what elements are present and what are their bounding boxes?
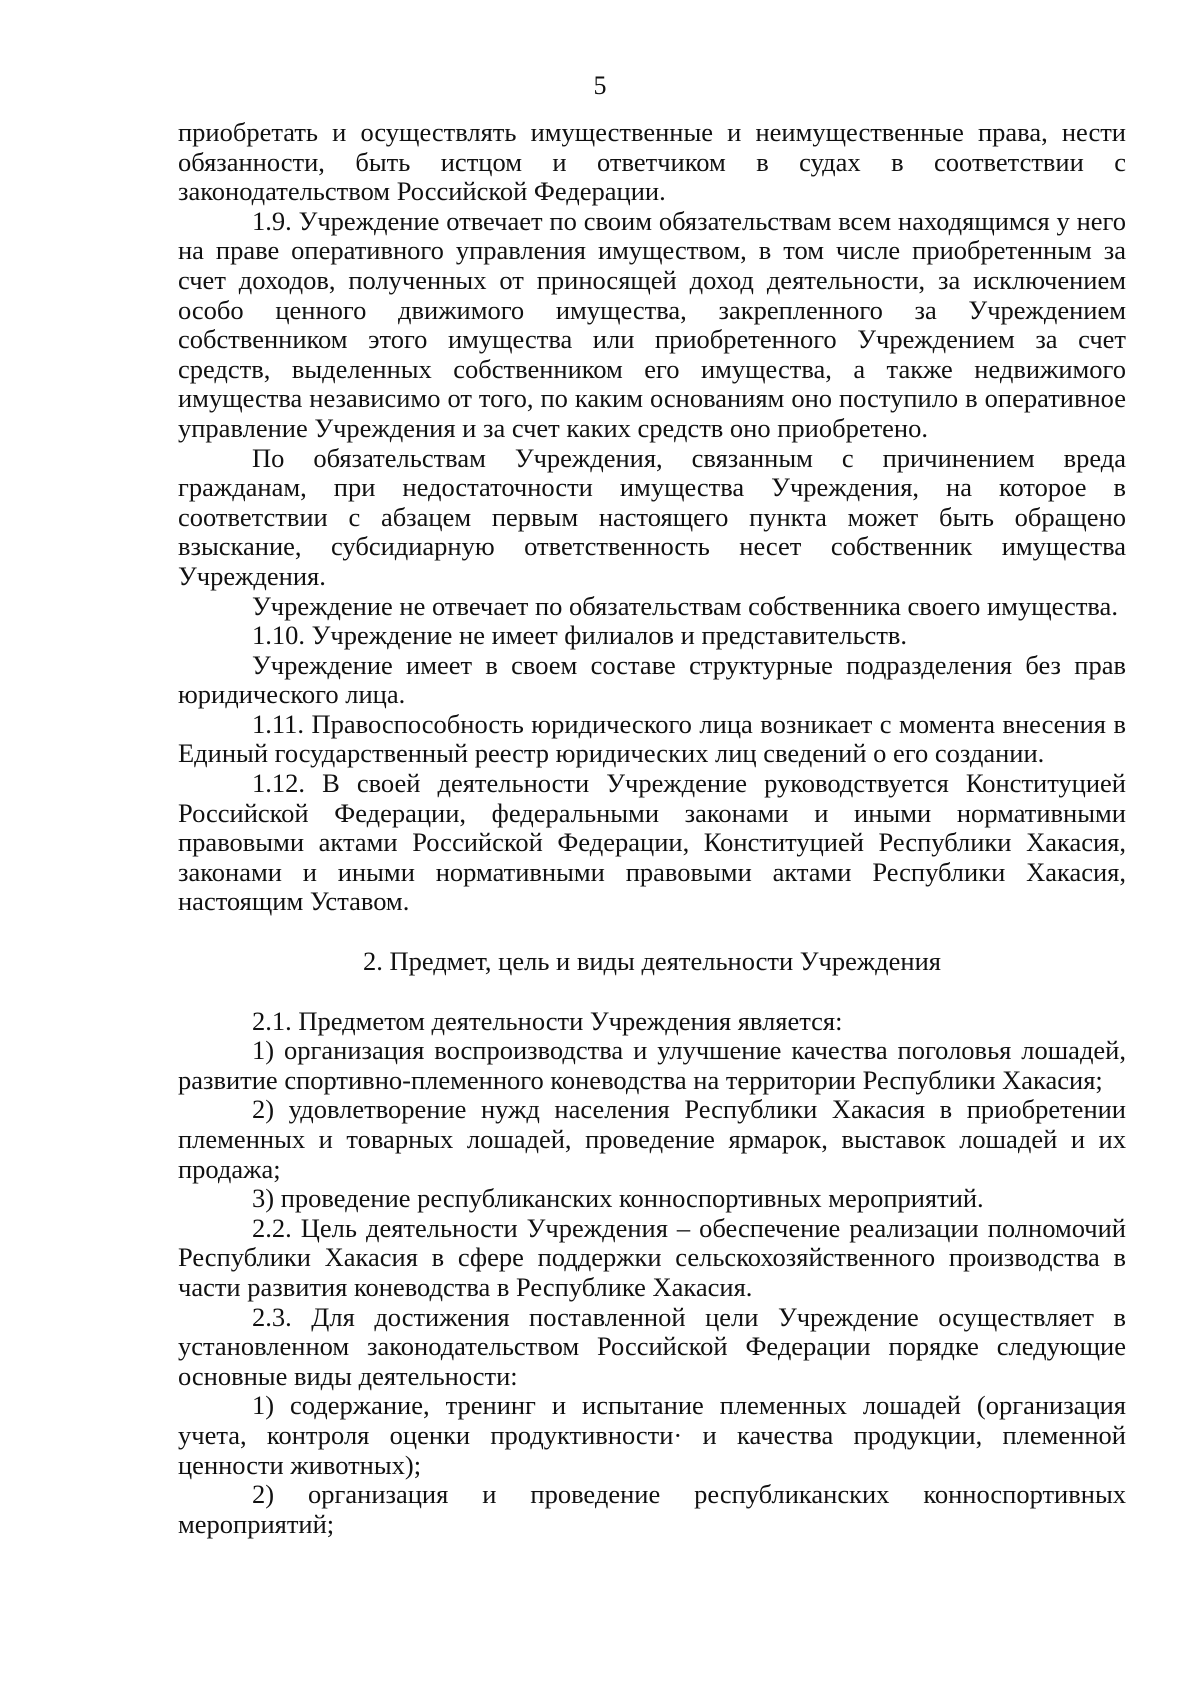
paragraph-1-11: 1.11. Правоспособность юридического лица возникает с момента внесения в Единый государственный реестр юридических лиц сведений о его создании. [178, 708, 1126, 769]
list-item-2-1-2: 2) удовлетворение нужд населения Республики Хакасия в приобретении племенных и товарных лошадей, проведение ярмарок, выставок лошадей и их продажа; [178, 1094, 1126, 1184]
paragraph-1-12: 1.12. В своей деятельности Учреждение руководствуется Конституцией Российской Федерации, федеральными законами и иными нормативными правовыми актами Российской Федерации, Конституцией Республики Хакасия, законами и иными нормативными правовыми актами Республики Хакасия, настоящим Уставом. [178, 768, 1126, 917]
list-item-2-3-1: 1) содержание, тренинг и испытание племенных лошадей (организация учета, контроля оценки продуктивности· и качества продукции, племенной ценности животных); [178, 1390, 1126, 1480]
paragraph-continuation: приобретать и осуществлять имущественные и неимущественные права, нести обязанности, быть истцом и ответчиком в судах в соответствии с законодательством Российской Федерации. [178, 117, 1126, 207]
page-number: 5 [593, 71, 607, 100]
list-item-2-3-2: 2) организация и проведение республиканских конноспортивных мероприятий; [178, 1479, 1126, 1539]
paragraph-liability: По обязательствам Учреждения, связанным с причинением вреда гражданам, при недостаточности имущества Учреждения, на которое в соответствии с абзацем первым настоящего пункта может быть обращено взыскание, субсидиарную ответственность несет собственник имущества Учреждения. [178, 442, 1126, 591]
list-item-2-1-1: 1) организация воспроизводства и улучшение качества поголовья лошадей, развитие спортивно-племенного коневодства на территории Республики Хакасия; [178, 1035, 1126, 1095]
paragraph-1-9: 1.9. Учреждение отвечает по своим обязательствам всем находящимся у него на праве оперативного управления имуществом, в том числе приобретенным за счет доходов, полученных от приносящей доход деятельности, за исключением особо ценного движимого имущества, закрепленного за Учреждением собственником этого имущества или приобретенного Учреждением за счет средств, выделенных собственником его имущества, а также недвижимого имущества независимо от того, по каким основаниям оно поступило в оперативное управление Учреждения и за счет каких средств оно приобретено. [178, 205, 1126, 443]
document-body [178, 118, 1126, 1539]
paragraph-2-3: 2.3. Для достижения поставленной цели Учреждение осуществляет в установленном законодательством Российской Федерации порядке следующие основные виды деятельности: [178, 1301, 1126, 1391]
paragraph-1-10: 1.10. Учреждение не имеет филиалов и представительств. [252, 620, 908, 651]
paragraph-2-2: 2.2. Цель деятельности Учреждения – обеспечение реализации полномочий Республики Хакасия в сфере поддержки сельскохозяйственного производства в части развития коневодства в Республике Хакасия. [178, 1212, 1126, 1302]
section-heading: 2. Предмет, цель и виды деятельности Учреждения [363, 946, 941, 977]
paragraph-owner-obligations: Учреждение не отвечает по обязательствам собственника своего имущества. [252, 590, 1118, 621]
list-item-2-1-3: 3) проведение республиканских конноспортивных мероприятий. [252, 1183, 984, 1214]
paragraph-structural-units: Учреждение имеет в своем составе структурные подразделения без прав юридического лица. [178, 649, 1126, 710]
paragraph-2-1: 2.1. Предметом деятельности Учреждения является: [252, 1005, 843, 1036]
